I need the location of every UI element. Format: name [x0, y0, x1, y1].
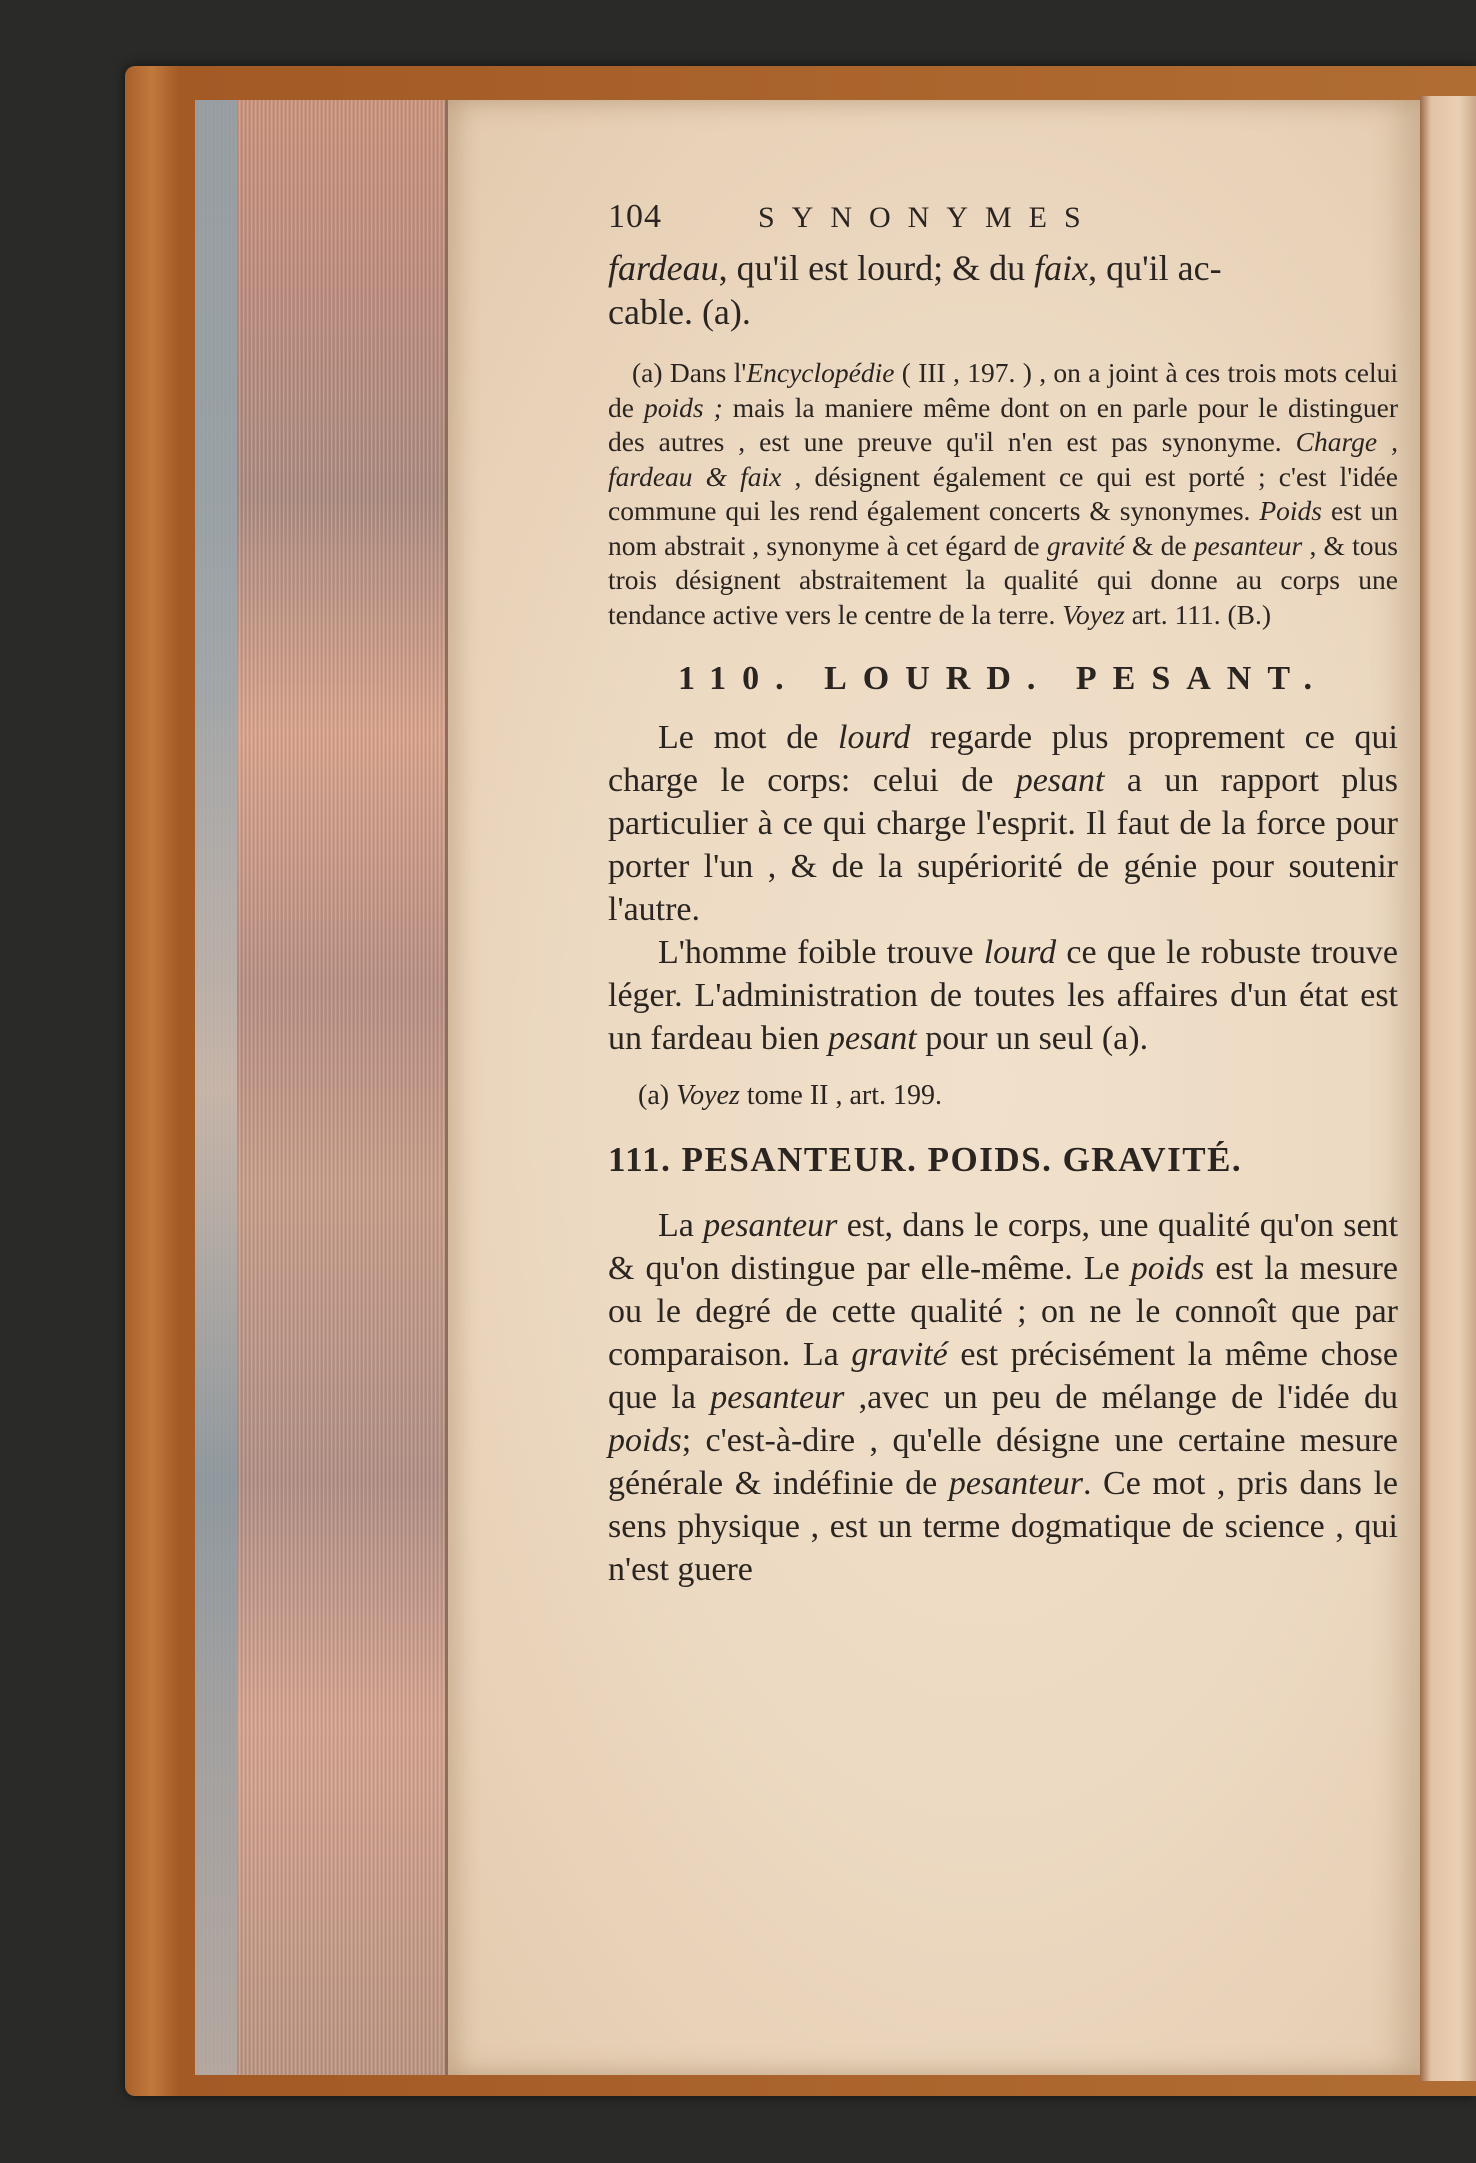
italic-word: pesanteur [1193, 529, 1303, 561]
continuation-line-1 [608, 246, 1398, 290]
italic-word: gravité [1046, 529, 1125, 561]
text-segment: Le mot de [658, 719, 839, 756]
italic-word: faix [1034, 248, 1089, 288]
italic-word: Voyez [1062, 598, 1125, 630]
article-111-paragraph [608, 1204, 1398, 1591]
text-segment: est précisément la même chose que la [608, 1336, 1398, 1416]
text-segment: tome II , art. 199. [739, 1080, 943, 1111]
text-segment: , qu'il ac- [1088, 248, 1222, 288]
running-head [608, 198, 1398, 246]
text-segment: ,avec un peu de mélange de l'idée du [844, 1379, 1398, 1416]
text-segment: est la mesure ou le degré de cette qualité ; on ne le connoît que par comparaison. La [608, 1250, 1398, 1373]
article-110-footnote [638, 1078, 1398, 1114]
italic-word: pesanteur [703, 1207, 838, 1244]
text-segment: est un nom abstrait , synonyme à cet égard de [608, 495, 1398, 561]
article-110-title: 110. LOURD. PESANT. [677, 660, 1329, 697]
italic-word: fardeau [608, 248, 719, 288]
italic-word: Encyclopédie [746, 357, 895, 388]
page-edges [195, 100, 448, 2075]
italic-word: pesant [1015, 762, 1105, 799]
italic-word: Voyez [676, 1080, 740, 1111]
text-segment: (a) [638, 1080, 677, 1111]
text-segment: art. 111. (B.) [1124, 598, 1271, 630]
italic-word: Poids [1259, 495, 1322, 526]
text-segment: (a) Dans l' [632, 357, 747, 388]
italic-word: pesanteur [710, 1379, 845, 1416]
italic-word: pesanteur [948, 1465, 1083, 1502]
italic-word: pesant [827, 1020, 917, 1057]
running-head-title: SYNONYMES [758, 201, 1098, 234]
facing-page-edge [1420, 96, 1476, 2081]
italic-word: gravité [851, 1336, 948, 1373]
continuation-line-2: cable. (a). [608, 292, 751, 332]
text-segment: ; c'est-à-dire , qu'elle désigne une certaine mesure générale & indéfinie de [608, 1422, 1398, 1502]
text-segment: L'homme foible trouve [658, 934, 984, 971]
text-segment: mais la maniere même dont on en parle pour le distinguer des autres , est une preuve qu'il n'en est pas synonyme. [608, 391, 1398, 457]
italic-word: Charge , fardeau & faix [608, 426, 1398, 492]
article-110-paragraph-1 [608, 716, 1398, 931]
text-segment: ce que le robuste trouve léger. L'administration de toutes les affaires d'un état est un fardeau bien [608, 934, 1399, 1057]
text-segment: a un rapport plus particulier à ce qui charge l'esprit. Il faut de la force pour porter l'un , & de la supériorité de génie pour soutenir l'autre. [608, 762, 1398, 928]
page-number: 104 [608, 198, 662, 235]
text-segment: . Ce mot , pris dans le sens physique , est un terme dogmatique de science , qui n'est guere [608, 1465, 1398, 1588]
italic-word: poids ; [643, 391, 723, 423]
text-segment: , & tous trois désignent abstraitement la qualité qui donne au corps une tendance active vers le centre de la terre. [608, 529, 1398, 630]
text-segment: est, dans le corps, une qualité qu'on sent & qu'on distingue par elle-même. Le [608, 1207, 1399, 1287]
text-segment: , désignent également ce qui est porté ; c'est l'idée commune qui les rend également concerts & synonymes. [608, 460, 1398, 526]
text-segment: , qu'il est lourd; & du [718, 248, 1035, 288]
text-segment: ( III , 197. ) , on a joint à ces trois mots celui de [608, 357, 1398, 423]
italic-word: poids [1130, 1250, 1205, 1287]
text-segment: & de [1124, 529, 1194, 561]
text-segment: La [658, 1207, 704, 1244]
italic-word: lourd [983, 934, 1057, 971]
text-segment: regarde plus proprement ce qui charge le corps: celui de [608, 719, 1398, 799]
article-111-title: 111. PESANTEUR. POIDS. GRAVITÉ. [608, 1140, 1243, 1179]
page-text [608, 198, 1398, 1591]
italic-word: poids [608, 1422, 682, 1459]
footnote-a [608, 356, 1398, 632]
italic-word: lourd [838, 719, 911, 756]
article-110-paragraph-2 [608, 931, 1398, 1060]
text-segment: pour un seul (a). [916, 1020, 1149, 1057]
